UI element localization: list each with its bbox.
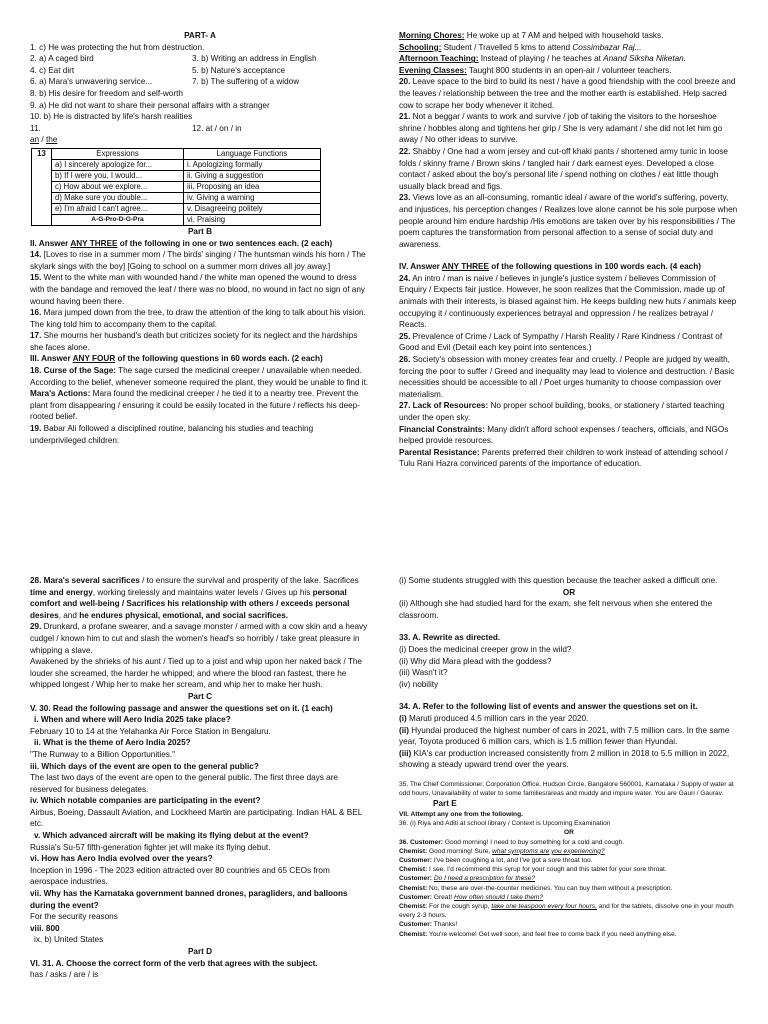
answer-17-num: 17. bbox=[30, 331, 42, 341]
column-bottom-left bbox=[30, 575, 370, 981]
parental-text: Parents preferred their children to work instead of attending school / Tulu Rani Hazra convinced parents of the importance of education. bbox=[399, 447, 728, 469]
speaker-label: 36. Customer: bbox=[399, 838, 443, 846]
or-divider: OR bbox=[564, 829, 574, 837]
dialogue-text: No, these are over-the-counter medicines. You can buy them without a prescription. bbox=[427, 884, 673, 892]
answer-17-text: She mourns her husband's death but criticizes society for its neglect and the hardships she faces alone. bbox=[30, 331, 358, 352]
answer-3: 3. b) Writing an address in English bbox=[192, 54, 317, 64]
answer-31: has / asks / are / is bbox=[30, 970, 99, 980]
table-row bbox=[32, 159, 321, 170]
spacer bbox=[399, 621, 739, 632]
dialogue-line bbox=[399, 856, 739, 865]
table-cell-function: iii. Proposing an idea bbox=[184, 181, 321, 192]
dialogue-line bbox=[399, 920, 739, 929]
question-34-heading: 34. A. Refer to the following list of events and answer the questions set on it. bbox=[399, 702, 698, 712]
question-30-heading: V. 30. Read the following passage and answer the questions set on it. (1 each) bbox=[30, 703, 333, 713]
dialogue-answer: take one teaspoon every four hours, bbox=[491, 902, 597, 910]
q30-v-question: v. Which advanced aircraft will be making its flying debut at the event? bbox=[34, 831, 309, 841]
or-divider: OR bbox=[562, 587, 576, 597]
answer-11 bbox=[30, 123, 192, 146]
part-e-heading: Part E bbox=[433, 799, 457, 809]
speaker-label: Customer: bbox=[399, 856, 432, 864]
afternoon-teaching-text: Instead of playing / he teaches at bbox=[478, 54, 604, 64]
financial-label: Financial Constraints: bbox=[399, 424, 485, 434]
answer-28-d: personal comfort and well-being / Sacrifices his relationship with others / exceeds personal desires bbox=[30, 587, 350, 620]
answer-35: 35. The Chief Commissioner, Corporation Office, Hudson Circle, Bangalore 560001, Karnataka / Supply of water at odd hours, Unavailability of water to some families/areas and muddy and impure water. You are Gauri / Gaurav. bbox=[399, 780, 734, 798]
table-question-number: 13 bbox=[32, 148, 52, 225]
answer-row-11-12 bbox=[30, 123, 370, 146]
answer-32-i: (i) Some students struggled with this question because the teacher asked a difficult one. bbox=[399, 576, 718, 585]
answer-29-b: Awakened by the shrieks of his aunt / Tied up to a joist and whip upon her naked back / The louder she screamed, the harder he whipped; and where the blood ran fastest, there he whipped longest / Whip her to make her scream, and whip her to make her hush. bbox=[30, 657, 362, 690]
answer-2: 2. a) A caged bird bbox=[30, 54, 94, 64]
answer-28 bbox=[30, 575, 370, 621]
dialogue-text: Great! bbox=[431, 893, 454, 901]
answer-14-num: 14. bbox=[30, 250, 42, 260]
morning-chores-label: Morning Chores: bbox=[399, 31, 465, 40]
answer-20 bbox=[399, 76, 739, 111]
answer-27-num: 27. Lack of Resources: bbox=[399, 401, 489, 411]
answer-9: 9. a) He did not want to share their personal affairs with a stranger bbox=[30, 100, 270, 110]
q30-v-answer: Russia's Su-57 fifth-generation fighter jet will make its flying debut. bbox=[30, 842, 271, 852]
maras-actions-text: Mara found the medicinal creeper / he tied it to a nearby tree. Prevent the plant from disappearing / ensuring it could be easily located in the future / reflects his deep-rooted belief. bbox=[30, 389, 360, 422]
answer-33-ii: (ii) Why did Mara plead with the goddess? bbox=[399, 656, 552, 666]
answer-28-e: , and bbox=[58, 610, 80, 620]
table-cell-function: v. Disagreeing politely bbox=[184, 203, 321, 214]
answer-25-num: 25. bbox=[399, 331, 411, 341]
answer-34-i-text: Maruti produced 4.5 million cars in the year 2020. bbox=[406, 713, 589, 723]
answer-33-i: (i) Does the medicinal creeper grow in the wild? bbox=[399, 644, 572, 654]
answer-11-sep: / bbox=[39, 135, 46, 145]
q30-iv-question: iv. Which notable companies are participating in the event? bbox=[30, 796, 261, 806]
answer-11-prefix: 11. bbox=[30, 123, 41, 133]
dialogue-text: Good morning! Sure, bbox=[427, 847, 493, 855]
table-cell-expression: a) I sincerely apologize for... bbox=[52, 159, 184, 170]
answer-15 bbox=[30, 272, 370, 307]
question-31-heading: VI. 31. A. Choose the correct form of the verb that agrees with the subject. bbox=[30, 958, 318, 968]
answer-34-iii-num: (iii) bbox=[399, 748, 412, 758]
table-header-functions: Language Functions bbox=[184, 148, 321, 159]
answer-28-a: / to ensure the survival and prosperity of the lake. Sacrifices bbox=[139, 576, 359, 585]
answer-34-iii bbox=[399, 748, 739, 771]
dialogue-line bbox=[399, 930, 739, 939]
answer-18 bbox=[30, 365, 370, 388]
dialogue-text: You're welcome! Get well soon, and feel free to come back if you need anything else. bbox=[427, 930, 677, 938]
answer-10: 10. b) He is distracted by life's harsh realities bbox=[30, 112, 193, 122]
q30-ii-answer: "The Runway to a Billion Opportunities." bbox=[30, 749, 176, 759]
part-b-heading: Part B bbox=[187, 226, 213, 236]
answer-34-i-num: (i) bbox=[399, 713, 407, 723]
answer-27-financial bbox=[399, 424, 739, 447]
table-header-expressions: Expressions bbox=[52, 148, 184, 159]
answer-5: 5. b) Nature's acceptance bbox=[192, 65, 286, 75]
answer-19-num: 19. bbox=[30, 424, 42, 434]
table-row bbox=[32, 181, 321, 192]
part-c-heading: Part C bbox=[187, 691, 213, 701]
answer-15-text: Went to the white man with wounded hand / the white man opened the wound to dress with the bandage and removed the leaf / there was no blood, no wound in fact no sign of any wound having been there. bbox=[30, 273, 366, 306]
answer-21-text: Not a beggar / wants to work and survive / job of taking the visitors to the horseshoe shrine / hobbles along and tightens her grip / She is very adamant / she did not let him go away / No other ideas to survive. bbox=[399, 112, 723, 145]
answer-34-iii-text: KIA's car production increased consistently from 2 million in 2018 to 5.5 million in 2022, showing a steady upward trend over the years. bbox=[399, 748, 730, 770]
evening-classes-label: Evening Classes: bbox=[399, 65, 467, 75]
table-cell-function: iv. Giving a warning bbox=[184, 192, 321, 203]
answer-34-i bbox=[399, 713, 739, 725]
morning-chores-text: He woke up at 7 AM and helped with household tasks. bbox=[464, 31, 664, 40]
column-bottom-right bbox=[399, 575, 739, 939]
section-4-c: of the following questions in 100 words each. (4 each) bbox=[488, 262, 701, 272]
table-row bbox=[32, 214, 321, 225]
speaker-label: Customer: bbox=[399, 875, 432, 883]
parental-label: Parental Resistance: bbox=[399, 447, 480, 457]
answer-33-iii: (iii) Wasn't it? bbox=[399, 668, 448, 678]
section-3-a: III. Answer bbox=[30, 354, 73, 364]
answer-15-num: 15. bbox=[30, 273, 42, 283]
answer-18-text: The sage cursed the medicinal creeper / unavailable when needed. According to the belief, whenever someone required the plant, they would be unable to find it. bbox=[30, 366, 369, 387]
answer-24-num: 24. bbox=[399, 273, 411, 283]
q30-iii-answer: The last two days of the event are open to the general public. The first three days are reserved for business delegates. bbox=[30, 773, 338, 794]
language-functions-table bbox=[31, 148, 321, 226]
answer-28-f: he endures physical, emotional, and social sacrifices. bbox=[79, 610, 289, 620]
q30-i-answer: February 10 to 14 at the Yelahanka Air Force Station in Bengaluru. bbox=[30, 726, 271, 736]
answer-18-maras-actions bbox=[30, 388, 370, 423]
dialogue-answer: Do I need a prescription for these? bbox=[433, 875, 535, 883]
part-d-heading: Part D bbox=[187, 947, 213, 956]
answer-19-text: Babar Ali followed a disciplined routine, balancing his studies and teaching underprivileged children: bbox=[30, 424, 314, 445]
q30-ii-question: ii. What is the theme of Aero India 2025? bbox=[34, 738, 191, 748]
section-4-heading bbox=[399, 261, 739, 273]
answer-25-text: Prevalence of Crime / Lack of Sympathy / Harsh Reality / Rare Kindness / Contrast of Good and Evil (Detail each key point into sentences.) bbox=[399, 331, 723, 353]
answer-16-num: 16. bbox=[30, 308, 42, 318]
table-cell-function: i. Apologizing formally bbox=[184, 159, 321, 170]
part-a-heading: PART- A bbox=[184, 31, 216, 40]
table-cell-function: ii. Giving a suggestion bbox=[184, 170, 321, 181]
spacer bbox=[399, 250, 739, 261]
section-2-heading bbox=[30, 238, 370, 250]
answer-26-text: Society's obsession with money creates fear and cruelty. / People are judged by wealth, forcing the poor to suffer / Greed and inequality may lead to violence and destruction. / Basic necessities should be accessible to all / Poet urges humanity to choose compassion over materialism. bbox=[399, 355, 735, 399]
dialogue-text: For the cough syrup, bbox=[427, 902, 492, 910]
dialogue-line bbox=[399, 902, 739, 920]
answer-22 bbox=[399, 146, 739, 192]
speaker-label: Customer: bbox=[399, 921, 432, 929]
dialogue-line bbox=[399, 893, 739, 902]
answer-19 bbox=[30, 423, 370, 446]
answer-21-num: 21. bbox=[399, 112, 411, 122]
afternoon-teaching-label: Afternoon Teaching: bbox=[399, 54, 479, 64]
column-top-left bbox=[30, 30, 370, 446]
table-cell-expression: b) If I were you, I would... bbox=[52, 170, 184, 181]
dialogue-line bbox=[399, 865, 739, 874]
answer-21 bbox=[399, 111, 739, 146]
answer-23-text: Views love as an all-consuming, romantic ideal / aware of the world's suffering, poverty, and injustices, his perception changes / Realizes love alone cannot be his sole purpose when people around him endure hardship /His emotions are taken over by his responsibilities / The poem captures the transformation from personal affection to a sense of social duty and awareness. bbox=[399, 193, 738, 249]
answer-row-2-3 bbox=[30, 53, 370, 65]
answer-34-ii-text: Hyundai produced the highest number of cars in 2021, with 7.5 million cars. In the same year, Toyota produced 6 million cars, which is 1.5 million fewer than Hyundai. bbox=[399, 725, 730, 747]
answer-20-text: Leave space to the bird to build its nest / have a good friendship with the cool breeze and the leaves / relationship between the tree and the mother earth is established. Help sacred cow to scrape her body whenever it itched. bbox=[399, 77, 736, 110]
section-3-c: of the following questions in 60 words each. (2 each) bbox=[115, 354, 323, 364]
dialogue-line bbox=[399, 884, 739, 893]
schooling bbox=[399, 42, 739, 54]
answer-8: 8. b) His desire for freedom and self-worth bbox=[30, 88, 183, 98]
table-row bbox=[32, 170, 321, 181]
evening-classes-text: Taught 800 students in an open-air / volunteer teachers. bbox=[466, 65, 672, 75]
section-4-b: ANY THREE bbox=[441, 262, 489, 272]
answer-11-a: an bbox=[30, 135, 40, 145]
afternoon-teaching-italic: Anand Siksha Niketan. bbox=[603, 54, 687, 64]
q30-ix: ix. b) United States bbox=[34, 935, 104, 945]
dialogue-line bbox=[399, 874, 739, 883]
answer-29-num: 29. bbox=[30, 622, 42, 632]
dialogue-text: and for the tablets, dissolve one in your mouth every 2-3 hours. bbox=[399, 902, 734, 920]
question-33-heading: 33. A. Rewrite as directed. bbox=[399, 633, 501, 643]
column-top-right bbox=[399, 30, 739, 470]
answer-27-parental bbox=[399, 447, 739, 470]
speaker-label: Chemist: bbox=[399, 884, 428, 892]
speaker-label: Chemist: bbox=[399, 930, 428, 938]
answer-34-ii-num: (ii) bbox=[399, 725, 410, 735]
morning-chores bbox=[399, 30, 739, 42]
answer-6: 6. a) Mara's unwavering service... bbox=[30, 77, 153, 87]
evening-classes bbox=[399, 65, 739, 77]
answer-26-num: 26. bbox=[399, 355, 411, 365]
afternoon-teaching bbox=[399, 53, 739, 65]
section-2-a: II. Answer bbox=[30, 238, 71, 248]
q30-vii-question: vii. Why has the Karnataka government banned drones, paragliders, and balloons during the event? bbox=[30, 889, 348, 910]
answer-24-text: An intro / man is naive / believes in jungle's justice system / believes Commission of Enquiry / Expects fair justice. However, he soon realizes that the Commission, made up of animals with their interests, is biased against him. He keeps building new huts / animals keep occupying it / continuously experiences betrayal and oppression / he realizes betrayal / Reacts. bbox=[399, 273, 737, 330]
answer-14 bbox=[30, 249, 370, 272]
answer-26 bbox=[399, 354, 739, 400]
answer-12: 12. at / on / in bbox=[192, 123, 242, 133]
answer-27 bbox=[399, 400, 739, 423]
q30-vi-question: vi. How has Aero India evolved over the years? bbox=[30, 854, 213, 864]
answer-25 bbox=[399, 331, 739, 354]
speaker-label: Chemist: bbox=[399, 866, 428, 874]
q30-vi-answer: Inception in 1996 - The 2023 edition attracted over 80 countries and 65 CEOs from aerospace industries. bbox=[30, 865, 330, 887]
answer-1: 1. c) He was protecting the hut from destruction. bbox=[30, 42, 205, 52]
table-cell-expression: c) How about we explore... bbox=[52, 181, 184, 192]
q30-iv-answer: Airbus, Boeing, Dassault Aviation, and Lockheed Martin are participating. Indian HAL & BEL etc. bbox=[30, 807, 362, 829]
answer-29-text: Drunkard, a profane swearer, and a savage monster / armed with a cow skin and a heavy cudgel / known him to cut and slash the women's head's so horribly / take great pleasure in whipping a slave. bbox=[30, 622, 368, 655]
section-2-b: ANY THREE bbox=[70, 238, 118, 248]
table-cell-expression: d) Make sure you double... bbox=[52, 192, 184, 203]
answer-32-ii: (ii) Although she had studied hard for the exam, she felt nervous when she entered the classroom. bbox=[399, 599, 713, 620]
dialogue-text: Good morning! I need to buy something for a cold and cough. bbox=[442, 838, 625, 846]
answer-22-num: 22. bbox=[399, 146, 411, 156]
speaker-label: Customer: bbox=[399, 893, 432, 901]
table-row bbox=[32, 192, 321, 203]
dialogue-answer: How often should I take them? bbox=[453, 893, 544, 901]
answer-20-num: 20. bbox=[399, 77, 411, 87]
section-2-c: of the following in one or two sentences each. (2 each) bbox=[117, 238, 333, 248]
schooling-italic: Cossimbazar Raj... bbox=[572, 42, 642, 52]
section-7-heading: VII. Attempt any one from the following. bbox=[399, 810, 523, 818]
q30-vii-answer: For the security reasons bbox=[30, 912, 118, 922]
dialogue bbox=[399, 838, 739, 939]
section-3-b: ANY FOUR bbox=[72, 354, 116, 364]
answer-29 bbox=[30, 621, 370, 656]
dialogue-answer: what symptoms are you experiencing? bbox=[492, 847, 605, 855]
answer-23-num: 23. bbox=[399, 193, 411, 203]
answer-27-text: No proper school building, books, or stationery / started teaching under the open sky. bbox=[399, 401, 725, 422]
answer-28-c: , working tirelessly and maintains water levels / Gives up his bbox=[92, 587, 313, 597]
dialogue-line bbox=[399, 847, 739, 856]
answer-24 bbox=[399, 273, 739, 331]
q30-viii: viii. 800 bbox=[30, 923, 60, 933]
spacer bbox=[399, 690, 739, 701]
financial-text: Many didn't afford school expenses / teachers, officials, and NGOs helped provide resources. bbox=[399, 424, 729, 446]
table-row bbox=[32, 203, 321, 214]
answer-28-b: time and energy bbox=[30, 587, 93, 597]
answer-18-num: 18. Curse of the Sage: bbox=[30, 366, 116, 376]
table-cell-expression: e) I'm afraid I can't agree... bbox=[52, 203, 184, 214]
schooling-text: Student / Travelled 5 kms to attend bbox=[441, 42, 573, 52]
answer-row-4-5 bbox=[30, 65, 370, 77]
section-4-a: IV. Answer bbox=[399, 262, 442, 272]
dialogue-text: Thanks! bbox=[431, 921, 458, 929]
answer-7: 7. b) The suffering of a widow bbox=[192, 77, 300, 87]
answer-23 bbox=[399, 192, 739, 250]
answer-16 bbox=[30, 307, 370, 330]
schooling-label: Schooling: bbox=[399, 42, 442, 52]
answer-16-text: Mara jumped down from the tree, to draw the attention of the king to talk about his vision. The king told him to accompany them to the capital. bbox=[30, 308, 366, 329]
answer-row-6-7 bbox=[30, 76, 370, 88]
dialogue-line bbox=[399, 838, 739, 847]
answer-11-b: the bbox=[45, 135, 58, 145]
table-cell-function: vi. Praising bbox=[184, 214, 321, 225]
q30-iii-question: iii. Which days of the event are open to the general public? bbox=[30, 761, 259, 771]
maras-actions-label: Mara's Actions: bbox=[30, 389, 91, 399]
answer-4: 4. c) Eat dirt bbox=[30, 65, 75, 75]
section-3-heading bbox=[30, 353, 370, 365]
dialogue-text: I've been coughing a lot, and I've got a sore throat too. bbox=[431, 856, 593, 864]
dialogue-text: I see. I'd recommend this syrup for your cough and this tablet for your sore throat. bbox=[427, 866, 667, 874]
answer-14-text: [Loves to rise in a summer morn / The birds' singing / The huntsman winds his horn / The skylark sings with the boy] [Going to school on a summer morn drives all joy away.] bbox=[30, 250, 366, 271]
answer-28-num: 28. Mara's several sacrifices bbox=[30, 576, 140, 585]
q30-i-question: i. When and where will Aero India 2025 take place? bbox=[34, 715, 231, 725]
speaker-label: Chemist: bbox=[399, 847, 428, 855]
speaker-label: Chemist: bbox=[399, 902, 428, 910]
answer-22-text: Shabby / One had a worn jersey and cut-off khaki pants / shortened army tunic in loose folds / skinny frame / Brown skins / tangled hair / dark earnest eyes. Developed a close contact / asked about the boy's personal life / spend nothing on clothes / eat little though usually black bread and figs. bbox=[399, 146, 728, 191]
answer-33-iv: (iv) nobility bbox=[399, 679, 439, 689]
answer-36-i: 36. (i) Riya and Aditi at school library / Context is Upcoming Examination bbox=[399, 820, 611, 828]
answer-17 bbox=[30, 330, 370, 353]
table-cell-expression: A-G-Pro-D-G-Pra bbox=[52, 214, 184, 225]
answer-34-ii bbox=[399, 725, 739, 748]
spacer bbox=[399, 771, 739, 780]
